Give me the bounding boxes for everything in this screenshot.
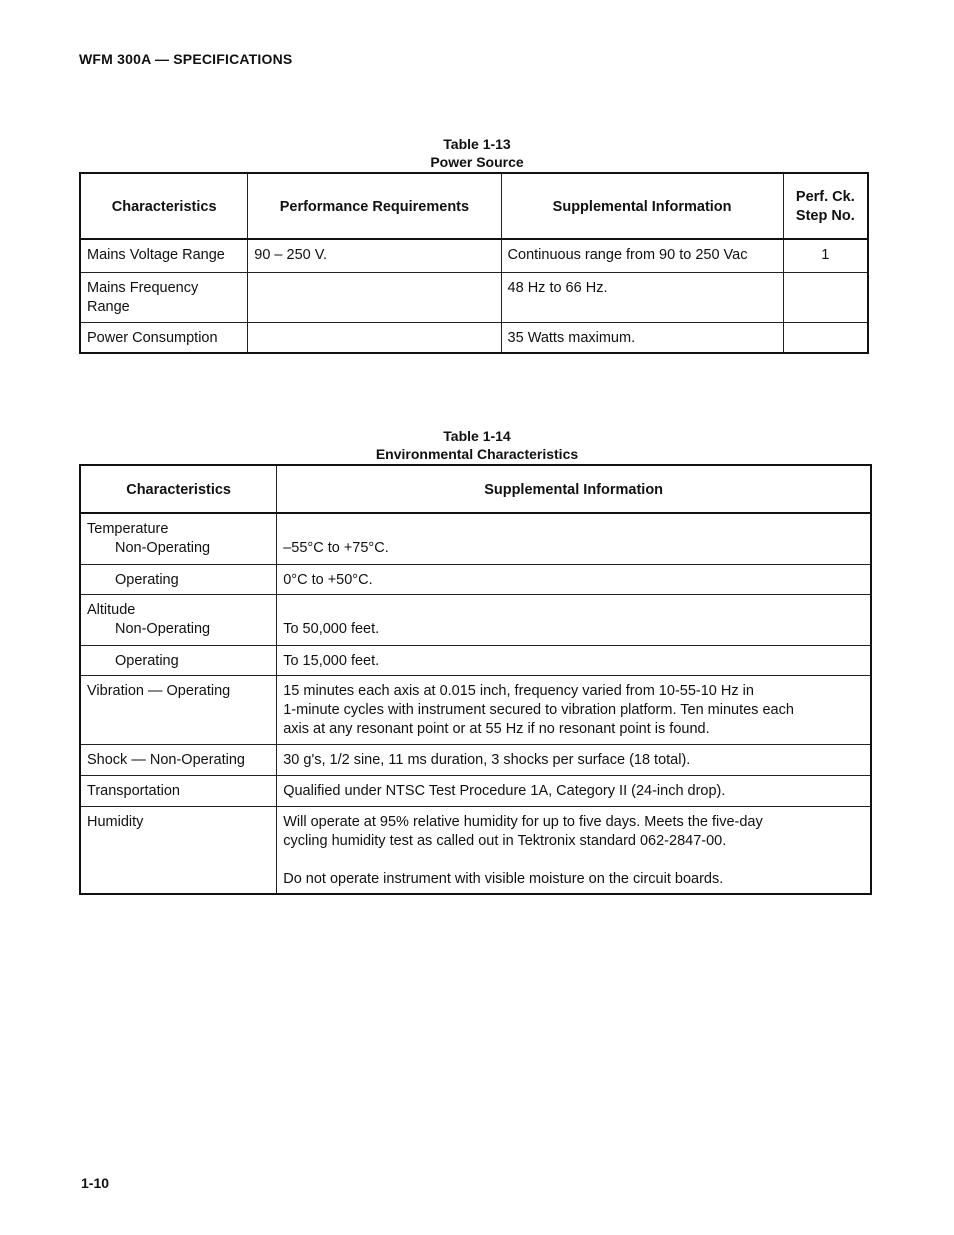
cell-characteristic: Altitude Non-Operating	[80, 594, 277, 645]
power-source-table	[79, 172, 869, 354]
cell-supplemental: 30 g's, 1/2 sine, 11 ms duration, 3 shocks per surface (18 total).	[277, 744, 871, 775]
cell-characteristic: Operating	[80, 564, 277, 594]
table-row	[80, 272, 868, 322]
cell-supplemental: Continuous range from 90 to 250 Vac	[501, 239, 783, 272]
col-header-performance: Performance Requirements	[248, 173, 501, 239]
table-13-title: Power Source	[430, 154, 524, 170]
col-header-supplemental: Supplemental Information	[277, 465, 871, 513]
cell-supplemental: 0°C to +50°C.	[277, 564, 871, 594]
cell-step	[783, 272, 868, 322]
table-14-number: Table 1-14	[443, 428, 511, 444]
table-header-row	[80, 173, 868, 239]
col-header-perf-ck: Perf. Ck. Step No.	[783, 173, 868, 239]
table-row	[80, 564, 871, 594]
cell-performance: 90 – 250 V.	[248, 239, 501, 272]
table-header-row	[80, 465, 871, 513]
col-header-supplemental: Supplemental Information	[501, 173, 783, 239]
page-number: 1-10	[81, 1175, 110, 1191]
cell-characteristic: Mains Frequency Range	[80, 272, 248, 322]
cell-supplemental: 15 minutes each axis at 0.015 inch, frequency varied from 10-55-10 Hz in 1-minute cycles with instrument secured to vibration platform. Ten minutes each axis at any resonant point or at 55 Hz if no resonant point is found.	[277, 675, 871, 744]
table-row	[80, 322, 868, 353]
table-13-number: Table 1-13	[443, 136, 511, 152]
cell-step	[783, 322, 868, 353]
table-row	[80, 645, 871, 675]
cell-step: 1	[783, 239, 868, 272]
cell-performance	[248, 322, 501, 353]
table-row	[80, 239, 868, 272]
cell-characteristic: Power Consumption	[80, 322, 248, 353]
col-header-characteristics: Characteristics	[80, 173, 248, 239]
table-row	[80, 806, 871, 894]
cell-supplemental: To 15,000 feet.	[277, 645, 871, 675]
cell-characteristic: Mains Voltage Range	[80, 239, 248, 272]
cell-supplemental: 48 Hz to 66 Hz.	[501, 272, 783, 322]
table-row	[80, 775, 871, 806]
running-head: WFM 300A — SPECIFICATIONS	[79, 51, 293, 67]
table-13-caption	[0, 135, 954, 171]
cell-supplemental: To 50,000 feet.	[277, 594, 871, 645]
table-row	[80, 594, 871, 645]
table-row	[80, 744, 871, 775]
cell-characteristic: Transportation	[80, 775, 277, 806]
environmental-table	[79, 464, 872, 895]
cell-characteristic: Temperature Non-Operating	[80, 513, 277, 564]
cell-characteristic: Shock — Non-Operating	[80, 744, 277, 775]
table-row	[80, 513, 871, 564]
cell-characteristic: Operating	[80, 645, 277, 675]
col-header-characteristics: Characteristics	[80, 465, 277, 513]
cell-supplemental: 35 Watts maximum.	[501, 322, 783, 353]
cell-supplemental: Will operate at 95% relative humidity for up to five days. Meets the five-day cycling humidity test as called out in Tektronix standard 062-2847-00. Do not operate instrument with visible moisture on the circuit boards.	[277, 806, 871, 894]
cell-performance	[248, 272, 501, 322]
table-14-title: Environmental Characteristics	[375, 446, 579, 462]
table-row	[80, 675, 871, 744]
cell-supplemental: –55°C to +75°C.	[277, 513, 871, 564]
cell-supplemental: Qualified under NTSC Test Procedure 1A, Category II (24-inch drop).	[277, 775, 871, 806]
table-14-caption	[0, 427, 954, 463]
cell-characteristic: Humidity	[80, 806, 277, 894]
cell-characteristic: Vibration — Operating	[80, 675, 277, 744]
